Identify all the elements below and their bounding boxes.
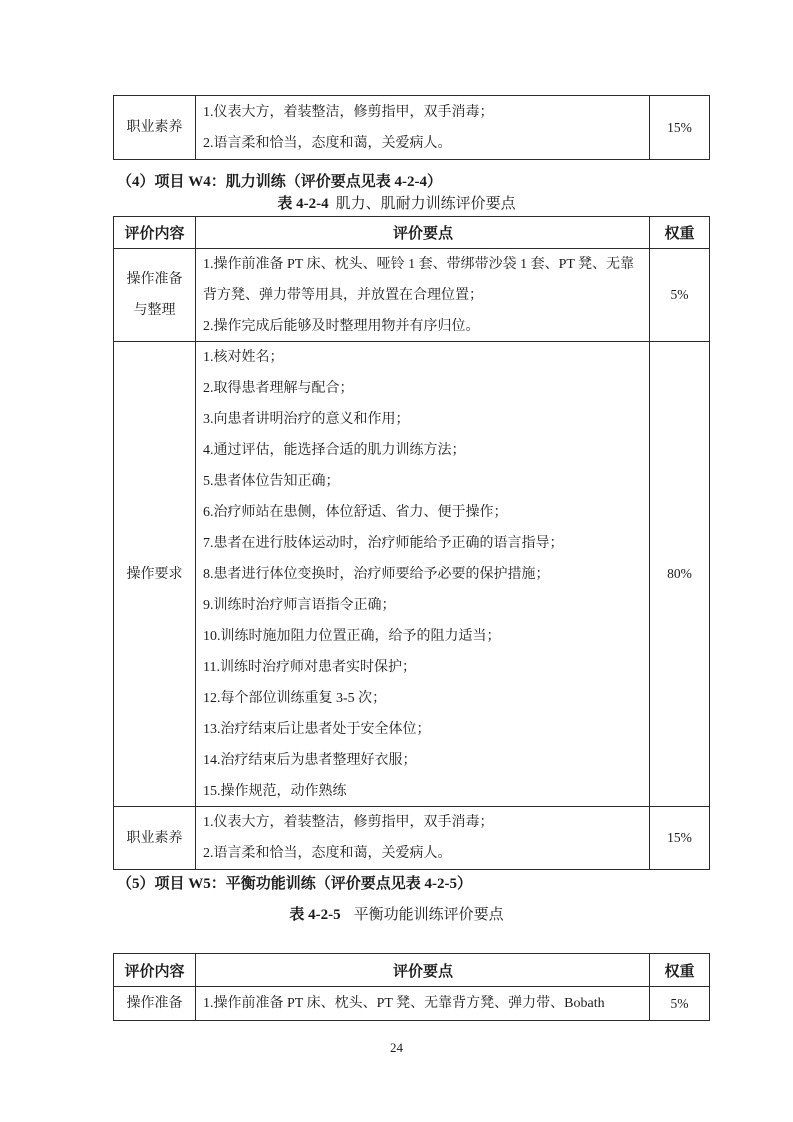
weight-value: 15% — [667, 119, 692, 135]
point-line: 1.仪表大方，着装整洁，修剪指甲，双手消毒； — [203, 815, 494, 830]
row-label — [114, 249, 195, 341]
point-line: 8.患者进行体位变换时，治疗师要给予必要的保护措施； — [203, 566, 550, 582]
caption-title: 平衡功能训练评价要点 — [353, 907, 504, 923]
point-line: 10.训练时施加阻力位置正确，给予的阻力适当； — [203, 628, 501, 644]
header-content: 评价内容 — [124, 226, 185, 242]
evaluation-table-w4 — [113, 216, 710, 870]
point-line: 2.语言柔和恰当，态度和蔼，关爱病人。 — [203, 846, 452, 861]
point-line: 1.操作前准备 PT 床、枕头、哑铃 1 套、带绑带沙袋 1 套、PT 凳、无靠背方凳、弹力带等用具，并放置在合理位置； — [203, 256, 635, 303]
point-line: 1.仪表大方，着装整洁，修剪指甲，双手消毒； — [203, 104, 494, 120]
point-line: 9.训练时治疗师言语指令正确； — [203, 597, 396, 613]
point-line: 2.取得患者理解与配合； — [203, 380, 354, 396]
weight-value: 5% — [670, 287, 689, 302]
table-header-row — [114, 954, 709, 987]
point-line: 15.操作规范，动作熟练 — [203, 783, 347, 799]
row-label-text: 操作准备 — [126, 272, 183, 287]
table-row — [114, 249, 709, 342]
row-label — [114, 96, 195, 159]
header-weight: 权重 — [664, 226, 695, 242]
point-line: 1.核对姓名； — [203, 349, 284, 365]
row-points — [195, 249, 650, 341]
row-points — [195, 807, 650, 869]
point-line: 5.患者体位告知正确； — [203, 473, 340, 489]
point-line: 7.患者在进行肢体运动时，治疗师能给予正确的语言指导； — [203, 535, 564, 551]
weight-value: 15% — [667, 830, 692, 845]
row-label — [114, 342, 195, 806]
row-label-text: 职业素养 — [126, 830, 183, 846]
point-line: 13.治疗结束后让患者处于安全体位； — [203, 721, 431, 737]
evaluation-table-w5 — [113, 953, 710, 1021]
row-points — [195, 987, 650, 1020]
row-label-text: 操作准备 — [126, 996, 183, 1011]
point-line: 12.每个部位训练重复 3-5 次； — [203, 690, 387, 706]
caption-title: 肌力、肌耐力训练评价要点 — [335, 196, 516, 212]
row-label-text: 职业素养 — [126, 120, 183, 135]
section-heading-w4: （4）项目 W4：肌力训练（评价要点见表 4-2-4） — [117, 174, 442, 190]
caption-label: 表 4-2-5 — [289, 907, 341, 923]
row-label — [114, 807, 195, 869]
row-points — [195, 96, 650, 159]
weight-value: 5% — [670, 995, 689, 1011]
row-label-text: 操作要求 — [126, 566, 183, 582]
table-row — [114, 807, 709, 869]
row-label-text: 与整理 — [133, 303, 176, 318]
section-heading-w5: （5）项目 W5：平衡功能训练（评价要点见表 4-2-5） — [117, 876, 472, 892]
table-caption-w4 — [0, 193, 793, 215]
point-line: 1.操作前准备 PT 床、枕头、PT 凳、无靠背方凳、弹力带、Bobath — [203, 996, 605, 1011]
table-header-row — [114, 217, 709, 249]
continued-table-fragment — [113, 95, 710, 160]
header-weight: 权重 — [664, 963, 695, 980]
row-points — [195, 342, 650, 806]
point-line: 14.治疗结束后为患者整理好衣服； — [203, 752, 417, 768]
header-content: 评价内容 — [124, 963, 185, 980]
caption-label: 表 4-2-4 — [277, 196, 329, 212]
page-number: 24 — [390, 1040, 403, 1055]
point-line: 2.语言柔和恰当，态度和蔼，关爱病人。 — [203, 135, 452, 151]
header-points: 评价要点 — [195, 954, 650, 986]
point-line: 3.向患者讲明治疗的意义和作用； — [203, 411, 410, 427]
table-caption-w5 — [0, 904, 793, 926]
point-line: 11.训练时治疗师对患者实时保护； — [203, 659, 416, 675]
table-row — [114, 96, 709, 159]
weight-value: 80% — [667, 566, 692, 581]
point-line: 4.通过评估，能选择合适的肌力训练方法； — [203, 442, 466, 458]
row-label — [114, 987, 195, 1020]
table-row — [114, 342, 709, 807]
header-points: 评价要点 — [195, 217, 650, 248]
point-line: 2.操作完成后能够及时整理用物并有序归位。 — [203, 318, 480, 334]
point-line: 6.治疗师站在患侧，体位舒适、省力、便于操作； — [203, 504, 508, 520]
table-row — [114, 987, 709, 1020]
